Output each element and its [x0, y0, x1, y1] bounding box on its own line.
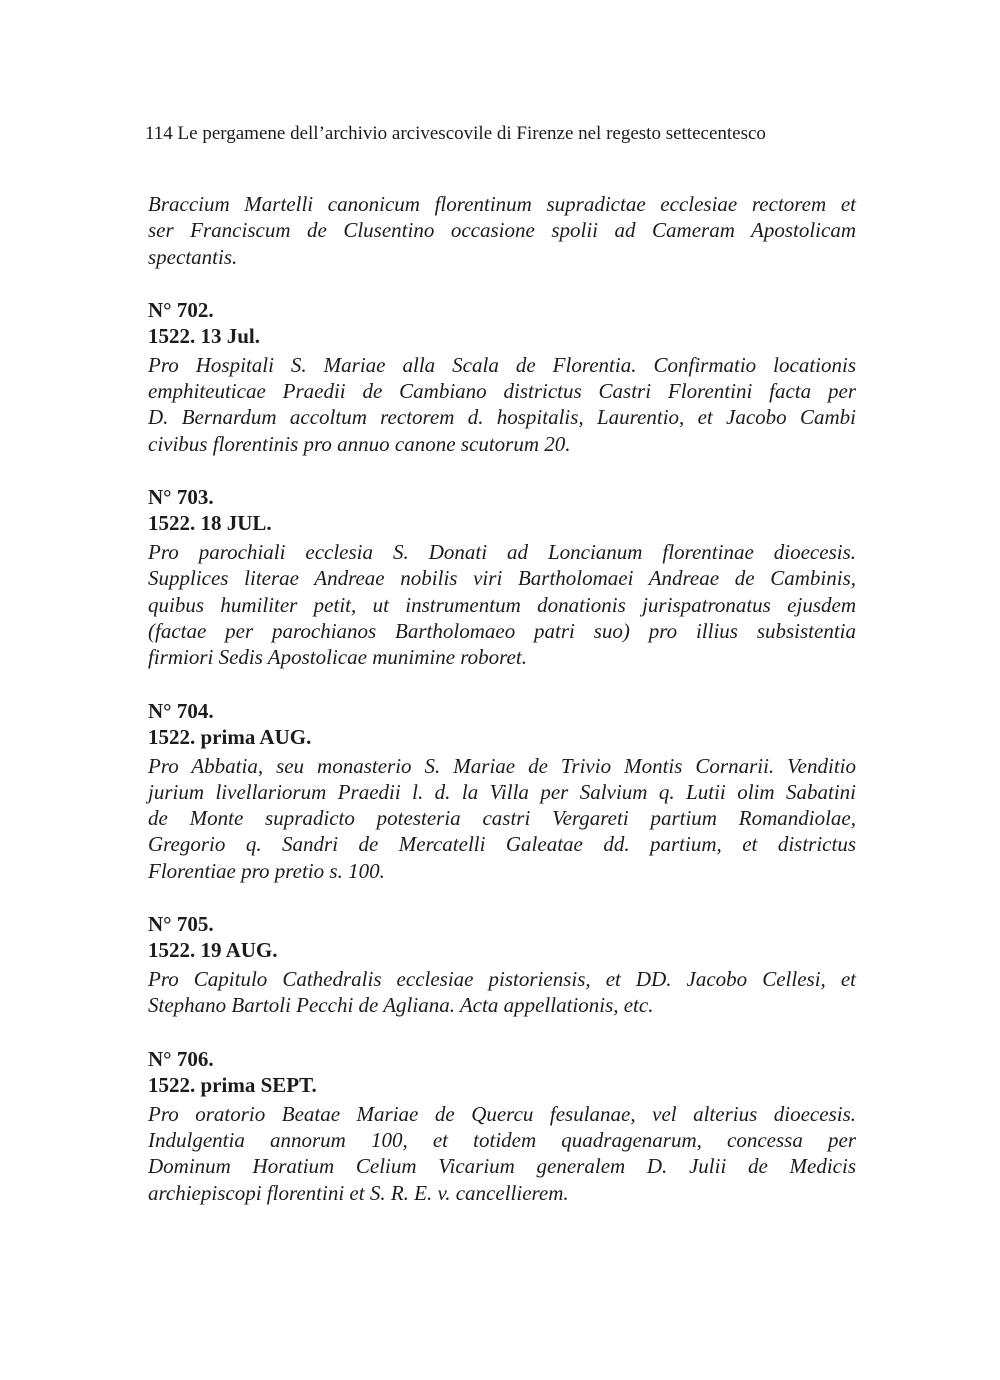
text-line: Braccium Martelli canonicum florentinum supradictae ecclesiae rectorem et	[148, 192, 856, 216]
entry-703	[148, 483, 856, 670]
text-line: ser Franciscum de Clusentino occasione spolii ad Cameram Apostolicam	[148, 218, 856, 243]
text-line: civibus florentinis pro annuo canone scutorum 20.	[148, 431, 571, 456]
entry-text	[148, 753, 856, 884]
text-line: Pro Hospitali S. Mariae alla Scala de Florentia. Confirmatio locationis	[148, 352, 856, 377]
entry-text	[148, 1101, 856, 1206]
text-line: spectantis.	[148, 244, 238, 269]
text-line: Dominum Horatium Celium Vicarium generalem D. Julii de Medicis	[148, 1154, 856, 1179]
text-line: jurium livellariorum Praedii l. d. la Villa per Salvium q. Lutii olim Sabatini	[148, 779, 856, 804]
text-line: D. Bernardum accoltum rectorem d. hospitalis, Laurentio, et Jacobo Cambi	[148, 405, 856, 430]
entry-number: N° 703.	[148, 485, 214, 510]
entry-date: 1522. prima SEPT.	[148, 1072, 317, 1097]
entry-date: 1522. 18 JUL.	[148, 511, 272, 536]
entry-date: 1522. prima AUG.	[148, 724, 312, 749]
entry-705	[148, 910, 856, 1019]
running-head: 114 Le pergamene dell’archivio arcivescovile di Firenze nel regesto settecentesco	[145, 123, 766, 144]
entry-date: 1522. 13 Jul.	[148, 323, 261, 348]
intro-paragraph	[148, 191, 856, 270]
text-line: firmiori Sedis Apostolicae munimine roboret.	[148, 645, 527, 670]
entry-text	[148, 539, 856, 670]
entry-number: N° 706.	[148, 1046, 214, 1071]
text-line: archiepiscopi florentini et S. R. E. v. cancellierem.	[148, 1180, 569, 1205]
entry-number: N° 704.	[148, 698, 214, 723]
text-line: emphiteuticae Praedii de Cambiano districtus Castri Florentini facta per	[148, 379, 856, 404]
entry-706	[148, 1045, 856, 1206]
entry-date: 1522. 19 AUG.	[148, 938, 278, 963]
text-line: (factae per parochianos Bartholomaeo patri suo) pro illius subsistentia	[148, 618, 856, 643]
text-line: Indulgentia annorum 100, et totidem quadragenarum, concessa per	[148, 1127, 856, 1152]
entry-702	[148, 296, 856, 457]
text-line: Stephano Bartoli Pecchi de Agliana. Acta appellationis, etc.	[148, 993, 654, 1018]
text-line: quibus humiliter petit, ut instrumentum donationis jurispatronatus ejusdem	[148, 592, 856, 617]
text-line: Pro oratorio Beatae Mariae de Quercu fesulanae, vel alterius dioecesis.	[148, 1101, 856, 1126]
entry-text	[148, 966, 856, 1019]
text-line: Pro Abbatia, seu monasterio S. Mariae de Trivio Montis Cornarii. Venditio	[148, 753, 856, 778]
text-line: Supplices literae Andreae nobilis viri Bartholomaei Andreae de Cambinis,	[148, 566, 856, 591]
text-line: de Monte supradicto potesteria castri Vergareti partium Romandiolae,	[148, 806, 856, 831]
text-line: Pro Capitulo Cathedralis ecclesiae pistoriensis, et DD. Jacobo Cellesi, et	[148, 967, 856, 992]
page-body	[148, 191, 856, 1206]
text-line: Gregorio q. Sandri de Mercatelli Galeatae dd. partium, et districtus	[148, 832, 856, 857]
text-line: Florentiae pro pretio s. 100.	[148, 858, 385, 883]
entry-number: N° 705.	[148, 912, 214, 937]
text-line: Pro parochiali ecclesia S. Donati ad Loncianum florentinae dioecesis.	[148, 540, 856, 565]
entry-text	[148, 352, 856, 457]
entry-number: N° 702.	[148, 297, 214, 322]
entry-704	[148, 697, 856, 884]
